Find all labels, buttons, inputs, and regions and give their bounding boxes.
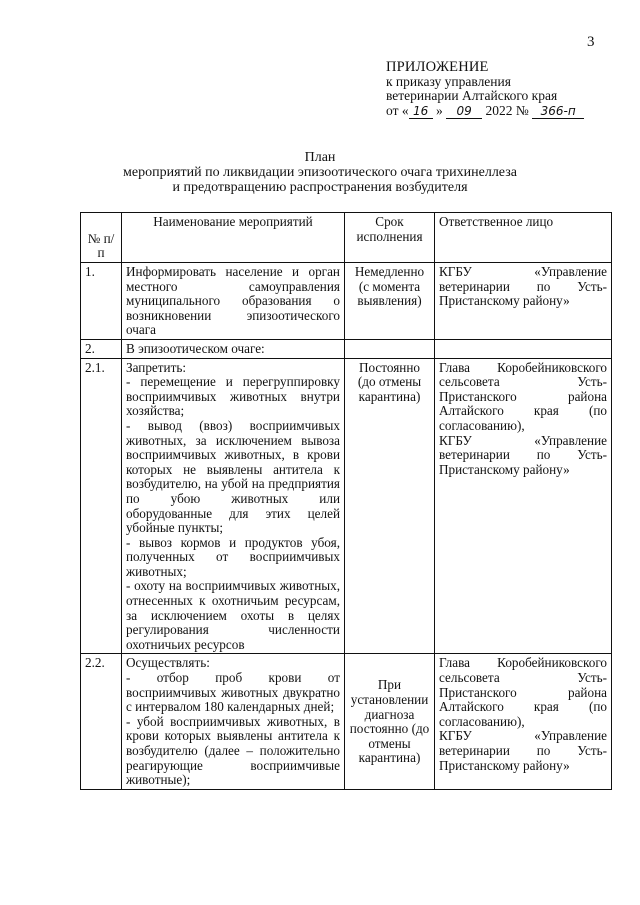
appendix-line1: к приказу управления bbox=[386, 73, 511, 89]
header-name: Наименование мероприятий bbox=[122, 213, 345, 263]
appendix-heading: ПРИЛОЖЕНИЕ bbox=[386, 59, 489, 75]
row-responsible: КГБУ «Управление ветеринарии по Усть-Пристанскому району» bbox=[435, 263, 612, 340]
table-row bbox=[81, 263, 612, 340]
row-num: 2.2. bbox=[81, 654, 122, 789]
row-term: При установлении диагноза постоянно (до отмены карантина) bbox=[345, 654, 435, 789]
responsible-line: Глава Коробейниковского сельсовета Усть-Пристанского района Алтайского края (по согласованию), bbox=[439, 359, 607, 433]
title-line2: мероприятий по ликвидации эпизоотического очага трихинеллеза bbox=[123, 165, 517, 180]
page-number: 3 bbox=[587, 34, 595, 50]
row-num: 2.1. bbox=[81, 358, 122, 654]
row-intro: Осуществлять: bbox=[126, 655, 210, 671]
header-num: № п/п bbox=[81, 213, 122, 263]
responsible-line: КГБУ «Управление ветеринарии по Усть-Пристанскому району» bbox=[439, 432, 607, 477]
table-row bbox=[81, 654, 612, 789]
table-header-row bbox=[81, 213, 612, 263]
list-item: - убой восприимчивых животных, в крови которых выявлены антитела к возбудителю (далее – положительно реагирующие восприимчивые животные); bbox=[126, 713, 340, 788]
header-term: Срок исполнения bbox=[345, 213, 435, 263]
appendix-date-line bbox=[386, 104, 584, 120]
row-name bbox=[122, 654, 345, 789]
row-name bbox=[122, 358, 345, 654]
responsible-line: Глава Коробейниковского сельсовета Усть-Пристанского района Алтайского края (по согласованию), bbox=[439, 655, 607, 729]
row-name: Информировать население и орган местного самоуправления муниципального образования о возникновении эпизоотического очага bbox=[122, 263, 345, 340]
row-term: Немедленно (с момента выявления) bbox=[345, 263, 435, 340]
appendix-from: от « bbox=[386, 102, 409, 118]
appendix-month: 09 bbox=[446, 104, 482, 120]
plan-title bbox=[0, 150, 640, 195]
table-row bbox=[81, 358, 612, 654]
appendix-year: 2022 № bbox=[485, 102, 529, 118]
appendix-day: 16 bbox=[409, 104, 433, 120]
list-item: - отбор проб крови от восприимчивых животных двукратно с интервалом 180 календарных дней; bbox=[126, 670, 340, 715]
row-responsible bbox=[435, 358, 612, 654]
row-term: Постоянно (до отмены карантина) bbox=[345, 358, 435, 654]
title-line1: План bbox=[304, 150, 336, 165]
responsible-line: КГБУ «Управление ветеринарии по Усть-Пристанскому району» bbox=[439, 728, 607, 773]
row-name: В эпизоотическом очаге: bbox=[122, 339, 345, 358]
row-intro: Запретить: bbox=[126, 359, 187, 375]
list-item: - вывод (ввоз) восприимчивых животных, за исключением вывоза восприимчивых животных, в крови которых не выявлены антитела к возбудителю, на убой на предприятия по убою животных или оборудованные для этих целей убойные пункты; bbox=[126, 417, 340, 536]
list-item: - перемещение и перегруппировку восприимчивых животных внутри хозяйства; bbox=[126, 374, 340, 419]
title-line3: и предотвращению распространения возбудителя bbox=[172, 180, 468, 195]
appendix-block bbox=[386, 60, 584, 119]
appendix-line2: ветеринарии Алтайского края bbox=[386, 88, 558, 103]
appendix-mid: » bbox=[435, 102, 443, 118]
list-item: - охоту на восприимчивых животных, отнесенных к охотничьим ресурсам, за исключением охоты в целях регулирования численности охотничьих ресурсов bbox=[126, 578, 340, 652]
row-num: 2. bbox=[81, 339, 122, 358]
header-responsible: Ответственное лицо bbox=[435, 213, 612, 263]
appendix-number: 366-п bbox=[532, 104, 584, 120]
list-item: - вывоз кормов и продуктов убоя, полученных от восприимчивых животных; bbox=[126, 534, 340, 579]
table-row bbox=[81, 339, 612, 358]
plan-table bbox=[80, 212, 612, 790]
row-num: 1. bbox=[81, 263, 122, 340]
row-responsible bbox=[435, 654, 612, 789]
